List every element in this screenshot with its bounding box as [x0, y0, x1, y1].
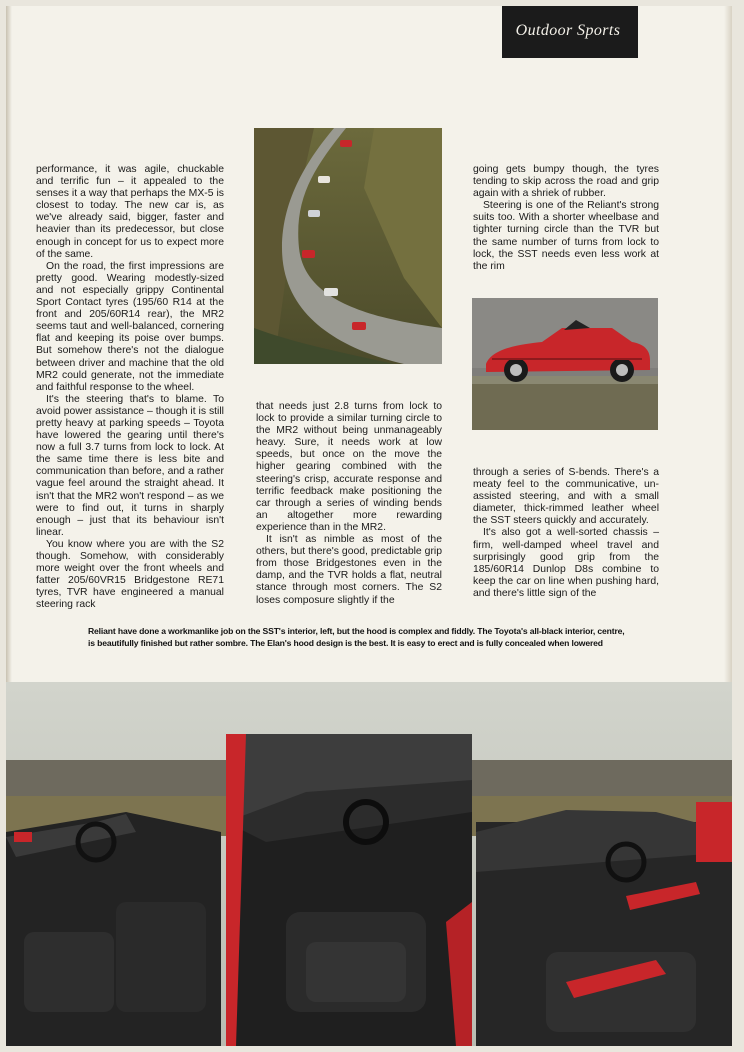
paragraph: performance, it was agile, chuckable and terrific fun – it appealed to the senses it a way that perhaps the MX-5 is closest to today. The new car is, as we've already said, bigger, faster and heavier than its predecessor, but close enough in concept for us to expect more of the same.: [36, 164, 224, 260]
text-column-middle: [256, 401, 442, 607]
photo-winding-road: [254, 128, 442, 364]
paragraph: You know where you are with the S2 though. Somehow, with considerably more weight over the front wheels and fatter 205/60VR15 Bridgestone RE71 tyres, TVR have engineered a manual steering rack: [36, 538, 224, 611]
paragraph: that needs just 2.8 turns from lock to lock to provide a similar turning circle to the MR2 without being unmanageably heavy. Sure, it needs work at low speeds, but once on the move the higher gearing combined with the steering's crisp, accurate response and terrific feedback make positioning the car through a series of winding bends an altogether more rewarding experience than in the MR2.: [256, 401, 442, 533]
section-title: Outdoor Sports: [515, 22, 621, 39]
paragraph: On the road, the first impressions are pretty good. Wearing modestly-sized and not especially grippy Continental Sport Contact tyres (195/60 R14 at the front and 205/60R14 rear), the MR2 seems taut and well-balanced, cornering flat and keeping its poise over bumps. But somehow there's not the dialogue between driver and machine that the old MR2 could generate, not the immediate and faithful response to the wheel.: [36, 260, 224, 393]
paragraph: It's also got a well-sorted chassis – firm, well-damped wheel travel and surprisingly good grip from the 185/60R14 Dunlop D8s combine to keep the car on line when pushing hard, and there's little sign of the: [473, 527, 659, 599]
photo-red-convertible: [472, 298, 658, 430]
winding-road-illustration: [254, 128, 442, 364]
paragraph: It's the steering that's to blame. To avoid power assistance – though it is still pretty heavy at parking speeds – Toyota have lowered the gearing until there's now a full 3.7 turns from lock to lock. At the same time there is less bite and communication than before, and a rather vague feel around the straight ahead. It isn't that the MR2 won't respond – as we were to find out, it turns in sharply enough – just that its behaviour isn't linear.: [36, 393, 224, 538]
interiors-illustration: [6, 682, 732, 1046]
text-column-right-top: [473, 164, 659, 273]
paragraph: It isn't as nimble as most of the others, but there's good, predictable grip from those Bridgestones even in the damp, and the TVR holds a flat, neutral stance through most corners. The S2 loses composure slightly if the: [256, 534, 442, 606]
text-column-left: [36, 164, 224, 611]
paragraph: Steering is one of the Reliant's strong suits too. With a shorter wheelbase and tighter turning circle than the TVR but the same number of turns from lock to lock, the SST needs even less work at the rim: [473, 200, 659, 272]
photo-caption: Reliant have done a workmanlike job on the SST's interior, left, but the hood is complex and fiddly. The Toyota's all-black interior, centre, is beautifully finished but rather sombre. The Elan's hood design is the best. It is easy to erect and is fully concealed when lowered: [88, 626, 625, 648]
paragraph: through a series of S-bends. There's a meaty feel to the communicative, un-assisted steering, and with a small diameter, thick-rimmed leather wheel the SST steers quickly and accurately.: [473, 467, 659, 527]
reliant-interior: [6, 812, 221, 1046]
elan-interior: [476, 802, 732, 1046]
paragraph: going gets bumpy though, the tyres tending to skip across the road and grip again with a shriek of rubber.: [473, 164, 659, 200]
text-column-right-bottom: [473, 467, 659, 600]
magazine-page: [6, 6, 732, 1046]
toyota-interior: [226, 734, 472, 1046]
photo-strip-interiors: [6, 682, 732, 1046]
red-convertible-illustration: [472, 298, 658, 430]
